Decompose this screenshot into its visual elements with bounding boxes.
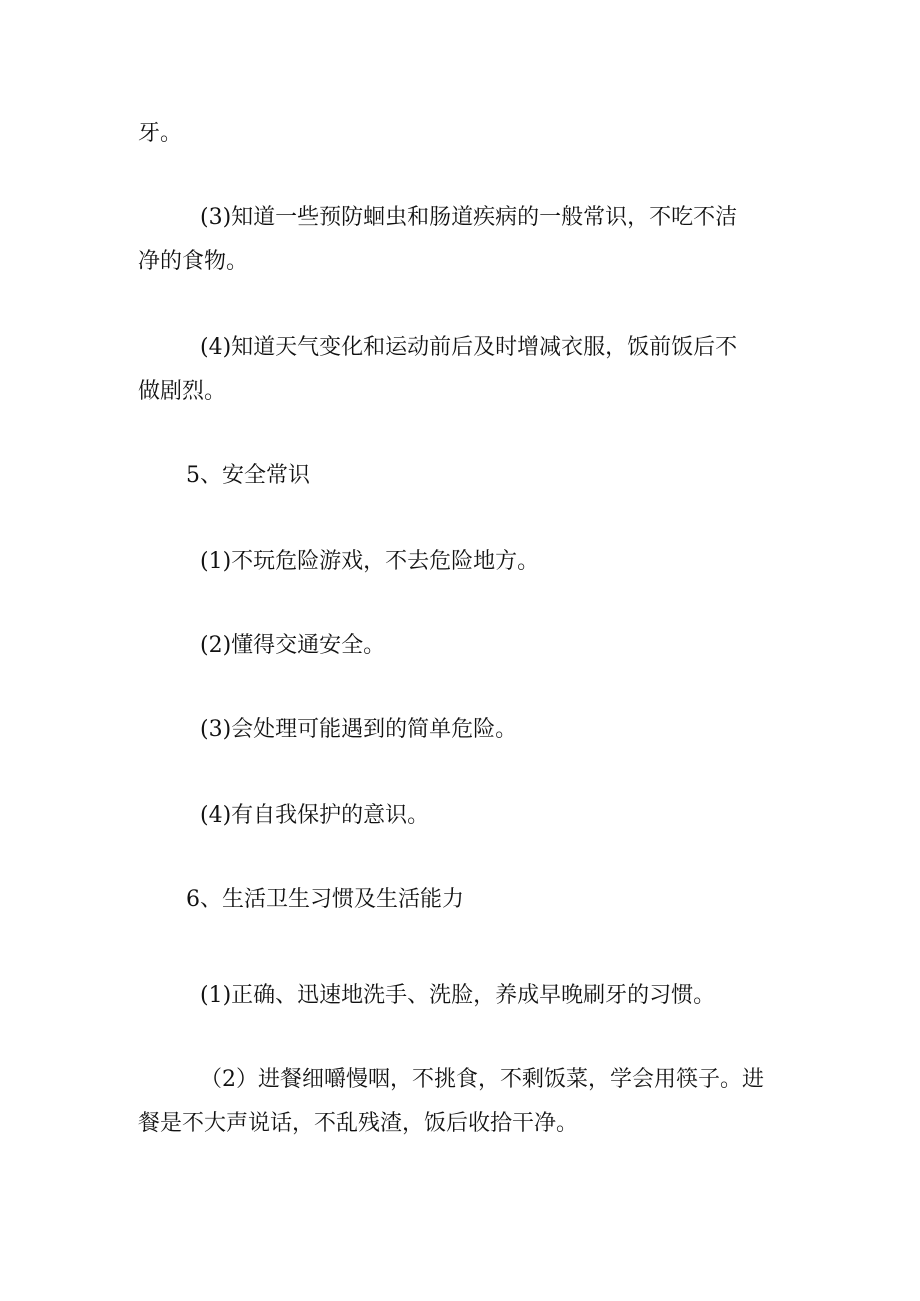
paragraph-line: (3)知道一些预防蛔虫和肠道疾病的一般常识，不吃不洁 (200, 205, 738, 230)
paragraph-line: 牙。 (138, 121, 183, 146)
section-heading: 6、生活卫生习惯及生活能力 (186, 887, 464, 912)
list-item: (1)正确、迅速地洗手、洗脸，养成早晚刷牙的习惯。 (200, 983, 716, 1008)
paragraph-line: (4)知道天气变化和运动前后及时增减衣服，饭前饭后不 (200, 335, 738, 360)
list-item: (3)会处理可能遇到的简单危险。 (200, 717, 518, 742)
paragraph-line: 餐是不大声说话，不乱残渣，饭后收拾干净。 (138, 1111, 579, 1136)
paragraph-line: 做剧烈。 (138, 379, 227, 404)
section-heading: 5、安全常识 (186, 463, 310, 488)
paragraph-line: 净的食物。 (138, 249, 249, 274)
paragraph-line: （2）进餐细嚼慢咽，不挑食，不剩饭菜，学会用筷子。进 (200, 1067, 764, 1092)
list-item: (2)懂得交通安全。 (200, 633, 386, 658)
list-item: (1)不玩危险游戏，不去危险地方。 (200, 549, 540, 574)
list-item: (4)有自我保护的意识。 (200, 803, 430, 828)
